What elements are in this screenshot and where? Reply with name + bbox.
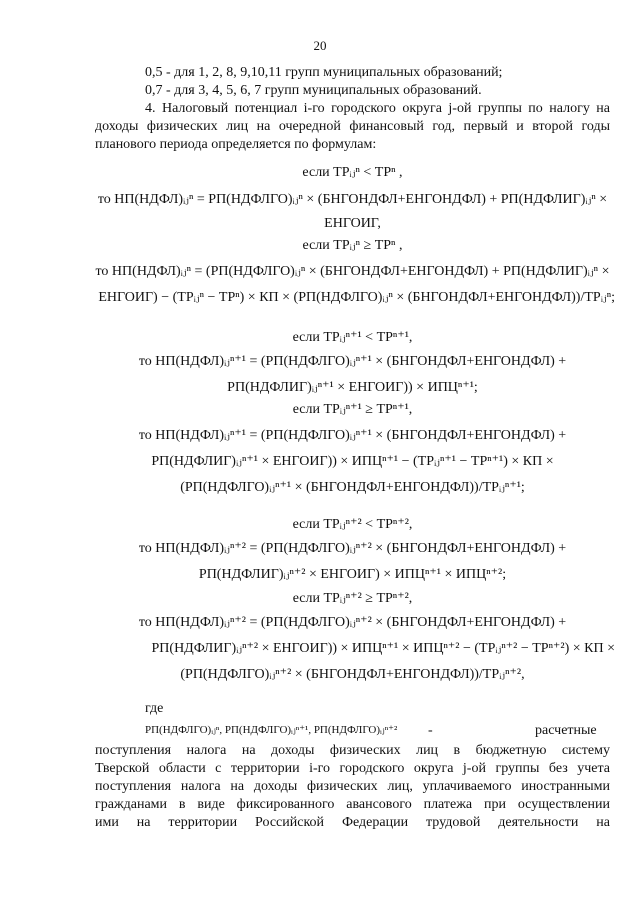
formula-line: ЕНГОИГ, <box>324 216 381 231</box>
formula-line: если ТРᵢⱼⁿ⁺¹ < ТРⁿ⁺¹, <box>292 330 413 345</box>
formula-line: если ТРᵢⱼⁿ⁺² ≥ ТРⁿ⁺², <box>292 591 413 606</box>
list-line-1: 0,5 - для 1, 2, 8, 9,10,11 групп муниципальных образований; <box>145 65 503 80</box>
formula-line: если ТРᵢⱼⁿ⁺¹ ≥ ТРⁿ⁺¹, <box>292 402 413 417</box>
formula-line: то НП(НДФЛ)ᵢⱼⁿ⁺² = (РП(НДФЛГО)ᵢⱼⁿ⁺² × (БНГОНДФЛ+ЕНГОНДФЛ) + <box>138 541 567 556</box>
definition-terms: РП(НДФЛГО)ᵢⱼⁿ, РП(НДФЛГО)ᵢⱼⁿ⁺¹, РП(НДФЛГО)ᵢⱼⁿ⁺² <box>145 724 398 736</box>
page-number: 20 <box>313 38 327 53</box>
paragraph-4-line-3: планового периода определяется по формулам: <box>95 137 377 152</box>
definition-line: гражданами в виде фиксированного авансового платежа при осуществлении <box>95 797 610 812</box>
formula-line: то НП(НДФЛ)ᵢⱼⁿ⁺¹ = (РП(НДФЛГО)ᵢⱼⁿ⁺¹ × (БНГОНДФЛ+ЕНГОНДФЛ) + <box>138 428 567 443</box>
formula-line: то НП(НДФЛ)ᵢⱼⁿ = РП(НДФЛГО)ᵢⱼⁿ × (БНГОНДФЛ+ЕНГОНДФЛ) + РП(НДФЛИГ)ᵢⱼⁿ × <box>97 192 608 207</box>
list-line-2: 0,7 - для 3, 4, 5, 6, 7 групп муниципальных образований. <box>145 83 482 98</box>
formula-line: то НП(НДФЛ)ᵢⱼⁿ = (РП(НДФЛГО)ᵢⱼⁿ × (БНГОНДФЛ+ЕНГОНДФЛ) + РП(НДФЛИГ)ᵢⱼⁿ × <box>95 264 610 279</box>
formula-line: то НП(НДФЛ)ᵢⱼⁿ⁺² = (РП(НДФЛГО)ᵢⱼⁿ⁺² × (БНГОНДФЛ+ЕНГОНДФЛ) + <box>138 615 567 630</box>
definition-line: Тверской области с территории i-го городского округа j-ой группы без учета <box>95 761 610 776</box>
formula-line: если ТРᵢⱼⁿ ≥ ТРⁿ , <box>302 238 403 253</box>
definition-line: поступления налога на доходы физических лиц в бюджетную систему <box>95 743 610 758</box>
definition-line: поступления налога на доходы физических лиц, уплачиваемого иностранными <box>95 779 610 794</box>
formula-line: если ТРᵢⱼⁿ⁺² < ТРⁿ⁺², <box>292 517 413 532</box>
definition-line: ими на территории Российской Федерации трудовой деятельности на <box>95 815 610 830</box>
formula-line: ЕНГОИГ) − (ТРᵢⱼⁿ − ТРⁿ) × КП × (РП(НДФЛГО)ᵢⱼⁿ × (БНГОНДФЛ+ЕНГОНДФЛ))/ТРᵢⱼⁿ; <box>98 290 615 305</box>
definition-word: расчетные <box>535 723 597 738</box>
formula-line: если ТРᵢⱼⁿ < ТРⁿ , <box>302 165 403 180</box>
formula-line: (РП(НДФЛГО)ᵢⱼⁿ⁺² × (БНГОНДФЛ+ЕНГОНДФЛ))/ТРᵢⱼⁿ⁺², <box>180 667 525 682</box>
formula-line: (РП(НДФЛГО)ᵢⱼⁿ⁺¹ × (БНГОНДФЛ+ЕНГОНДФЛ))/ТРᵢⱼⁿ⁺¹; <box>180 480 525 495</box>
formula-line: РП(НДФЛИГ)ᵢⱼⁿ⁺¹ × ЕНГОИГ)) × ИПЦⁿ⁺¹; <box>227 380 478 395</box>
paragraph-4-line-1: 4. Налоговый потенциал i-го городского округа j-ой группы по налогу на <box>145 101 610 116</box>
formula-line: РП(НДФЛИГ)ᵢⱼⁿ⁺² × ЕНГОИГ)) × ИПЦⁿ⁺¹ × ИПЦⁿ⁺² − (ТРᵢⱼⁿ⁺² − ТРⁿ⁺²) × КП × <box>151 641 615 656</box>
paragraph-4-line-2: доходы физических лиц на очередной финансовый год, первый и второй годы <box>95 119 610 134</box>
formula-line: РП(НДФЛИГ)ᵢⱼⁿ⁺¹ × ЕНГОИГ)) × ИПЦⁿ⁺¹ − (ТРᵢⱼⁿ⁺¹ − ТРⁿ⁺¹) × КП × <box>151 454 554 469</box>
formula-line: РП(НДФЛИГ)ᵢⱼⁿ⁺² × ЕНГОИГ) × ИПЦⁿ⁺¹ × ИПЦⁿ⁺²; <box>198 567 507 582</box>
definition-dash: - <box>428 723 433 738</box>
formula-line: то НП(НДФЛ)ᵢⱼⁿ⁺¹ = (РП(НДФЛГО)ᵢⱼⁿ⁺¹ × (БНГОНДФЛ+ЕНГОНДФЛ) + <box>138 354 567 369</box>
where-label: где <box>145 701 164 716</box>
